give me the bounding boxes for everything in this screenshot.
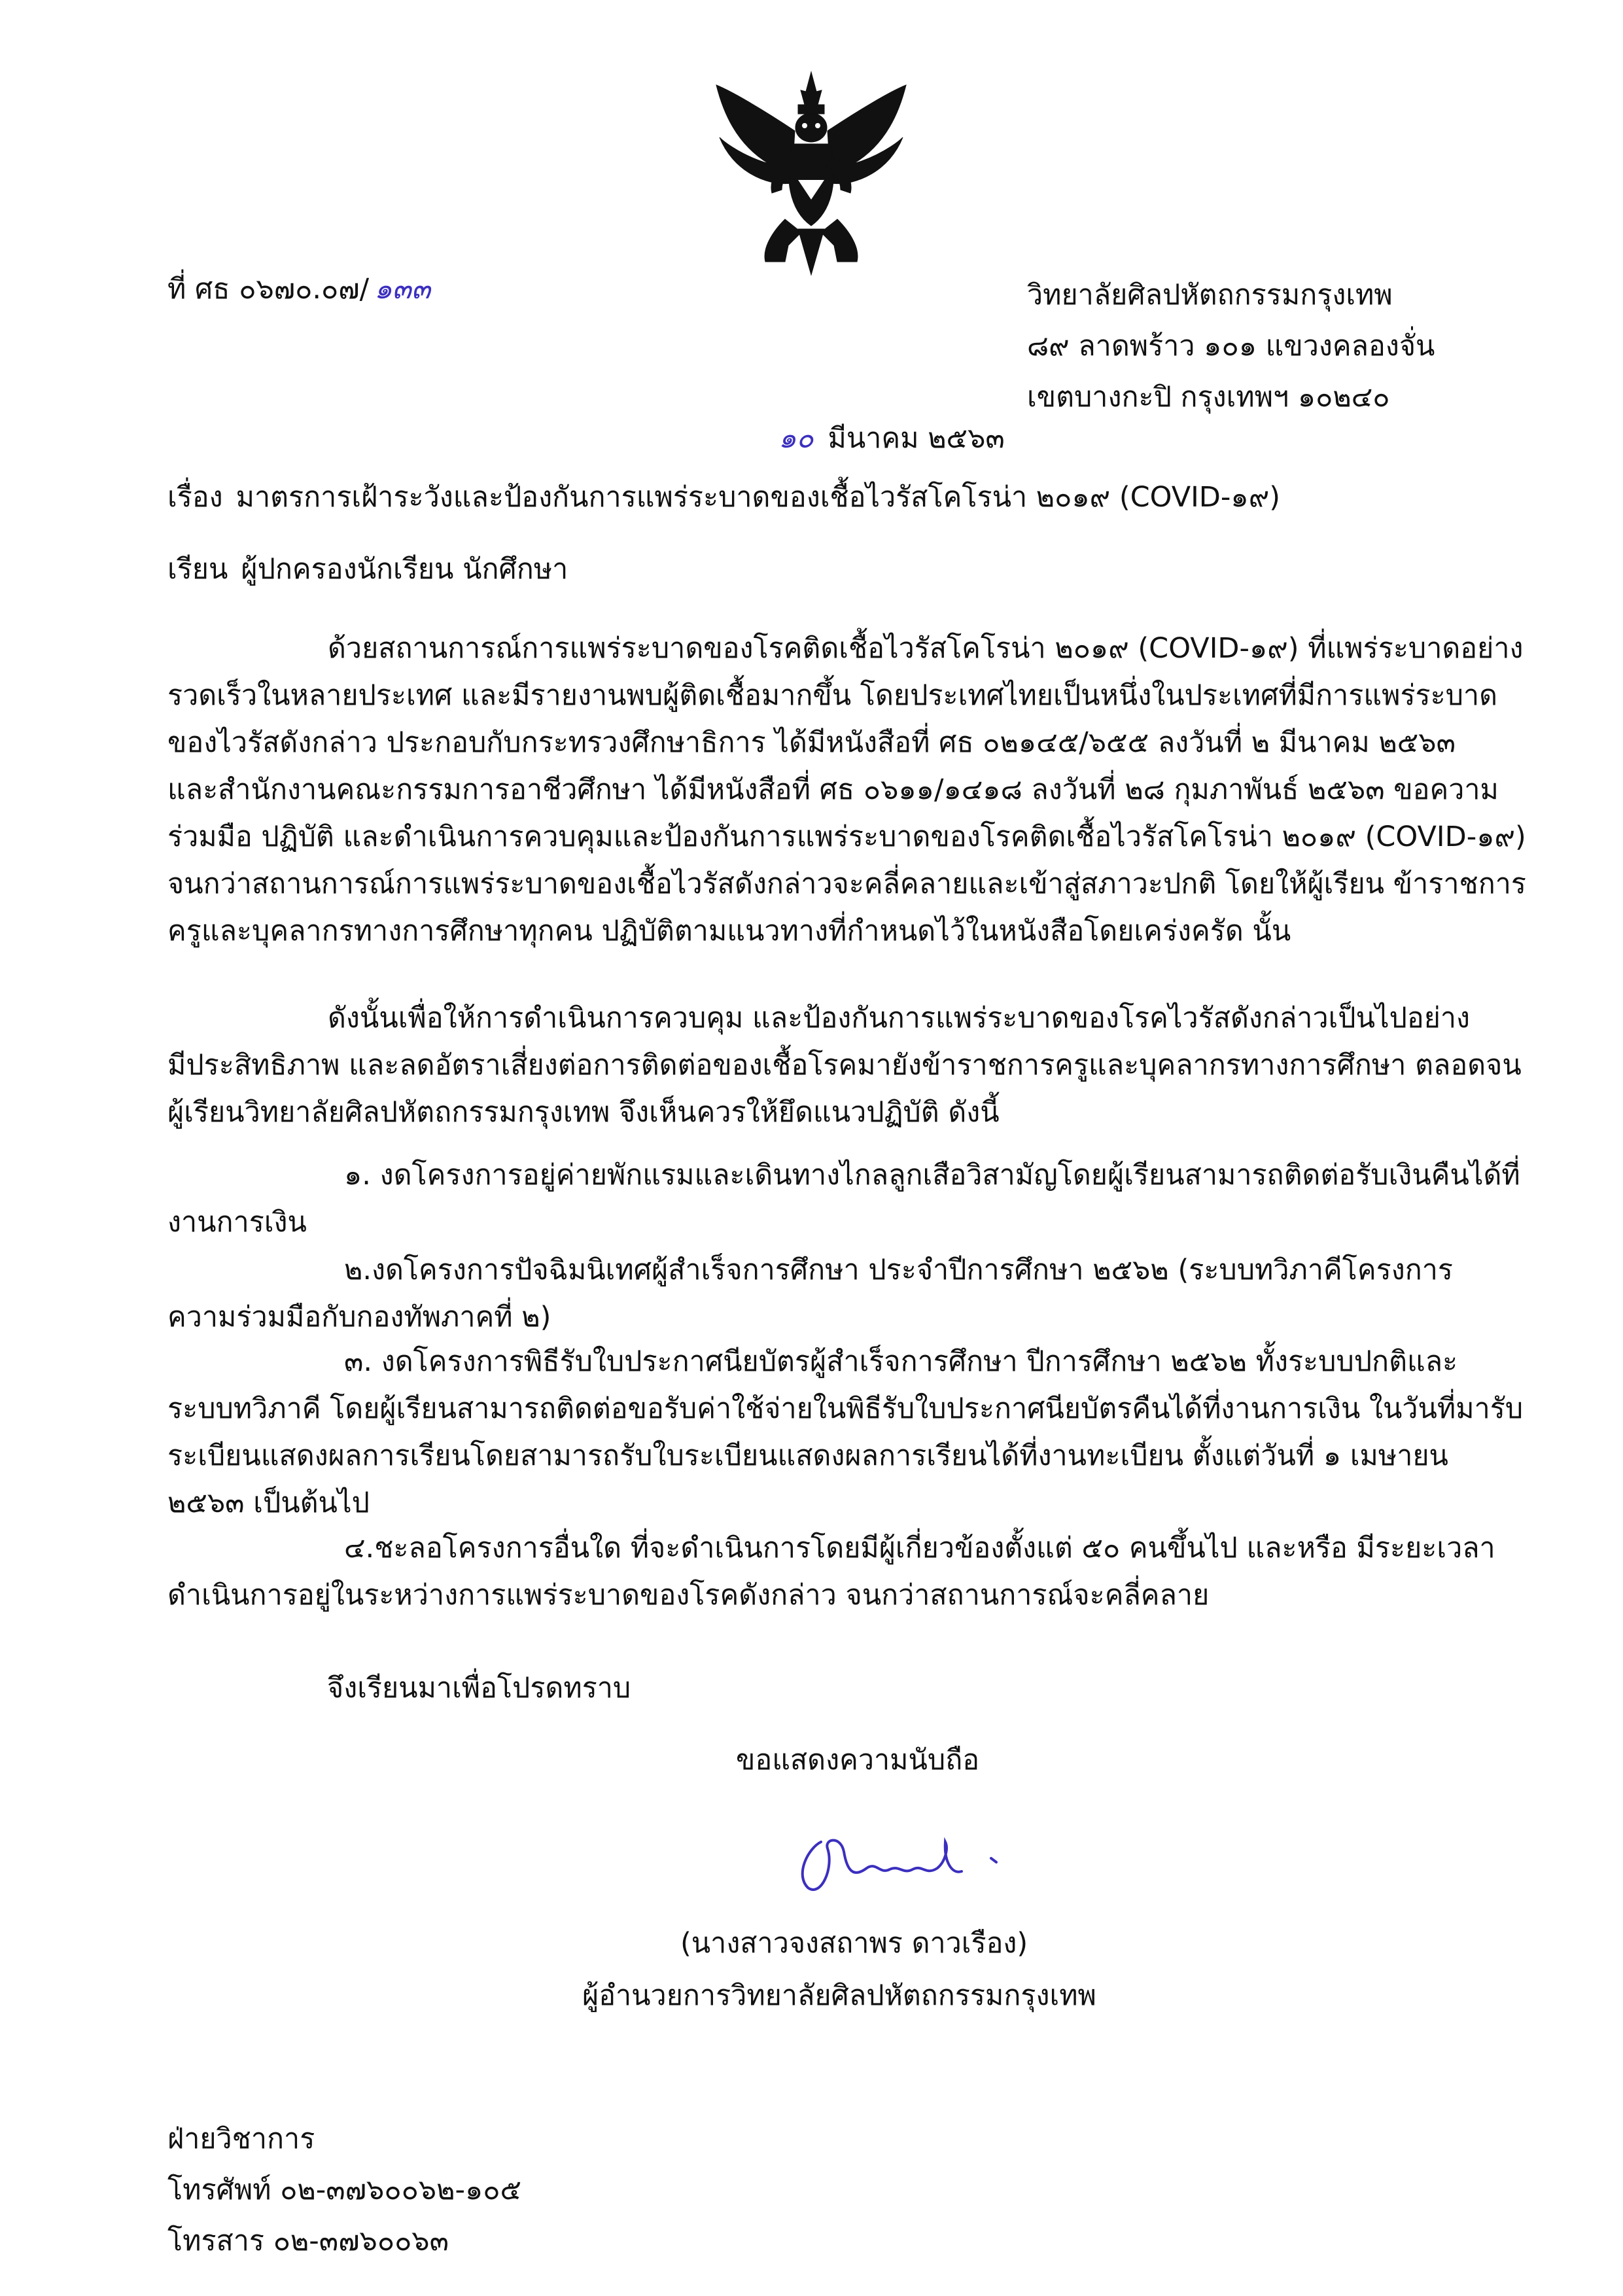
fax-number: โทรสาร ๐๒-๓๗๖๐๐๖๓ xyxy=(167,2225,449,2257)
item-line: ระบบทวิภาคี โดยผู้เรียนสามารถติดต่อขอรับค่าใช้จ่ายในพิธีรับใบประกาศนียบัตรคืนได้ที่งานการเงิน ในวันที่มารับ xyxy=(167,1392,1524,1425)
signer-position: ผู้อำนวยการวิทยาลัยศิลปหัตถกรรมกรุงเทพ xyxy=(582,1979,1096,2012)
subject-line xyxy=(167,478,1280,517)
inform-line: จึงเรียนมาเพื่อโปรดทราบ xyxy=(327,1672,631,1704)
recipient-line xyxy=(167,550,568,589)
paragraph-line: ของไวรัสดังกล่าว ประกอบกับกระทรวงศึกษาธิการ ได้มีหนังสือที่ ศธ ๐๒๑๔๕/๖๕๕ ลงวันที่ ๒ มีนาคม ๒๕๖๓ xyxy=(167,726,1456,759)
contact-block xyxy=(167,2113,521,2267)
department-name: ฝ่ายวิชาการ xyxy=(167,2123,315,2155)
reference-label: ที่ ศธ ๐๖๗๐.๐๗/ xyxy=(167,273,370,306)
garuda-emblem-icon xyxy=(707,65,916,281)
item-line: ระเบียนแสดงผลการเรียนโดยสามารถรับใบระเบียนแสดงผลการเรียนได้ที่งานทะเบียน ตั้งแต่วันที่ ๑ เมษายน xyxy=(167,1439,1448,1472)
paragraph-line: จนกว่าสถานการณ์การแพร่ระบาดของเชื้อไวรัสดังกล่าวจะคลี่คลายและเข้าสู่สภาวะปกติ โดยให้ผู้เรียน ข้าราชการ xyxy=(167,868,1526,900)
paragraph-line: ผู้เรียนวิทยาลัยศิลปหัตถกรรมกรุงเทพ จึงเห็นควรให้ยึดแนวปฏิบัติ ดังนี้ xyxy=(167,1096,1000,1129)
closing-salutation: ขอแสดงความนับถือ xyxy=(736,1744,980,1776)
date-day-handwritten: ๑๐ xyxy=(778,422,814,455)
recipient-text: ผู้ปกครองนักเรียน นักศึกษา xyxy=(241,553,568,586)
item-line: ดำเนินการอยู่ในระหว่างการแพร่ระบาดของโรคดังกล่าว จนกว่าสถานการณ์จะคลี่คลาย xyxy=(167,1579,1210,1612)
measure-item-2 xyxy=(167,1246,1459,1341)
subject-label: เรื่อง xyxy=(167,481,223,514)
measure-item-3 xyxy=(167,1338,1524,1527)
measure-item-1 xyxy=(167,1152,1520,1246)
reference-handwritten-number: ๑๓๓ xyxy=(374,273,431,306)
paragraph-line: ด้วยสถานการณ์การแพร่ระบาดของโรคติดเชื้อไวรัสโคโรน่า ๒๐๑๙ (COVID-๑๙) ที่แพร่ระบาดอย่าง xyxy=(328,632,1524,665)
item-line: ๓. งดโครงการพิธีรับใบประกาศนียบัตรผู้สำเร็จการศึกษา ปีการศึกษา ๒๕๖๒ ทั้งระบบปกติและ xyxy=(344,1345,1458,1378)
recipient-label: เรียน xyxy=(167,553,228,586)
item-line: ๒.งดโครงการปัจฉิมนิเทศผู้สำเร็จการศึกษา ประจำปีการศึกษา ๒๕๖๒ (ระบบทวิภาคีโครงการ xyxy=(344,1254,1453,1286)
date-month-year: มีนาคม ๒๕๖๓ xyxy=(828,422,1005,455)
paragraph-line: รวดเร็วในหลายประเทศ และมีรายงานพบผู้ติดเชื้อมากขึ้น โดยประเทศไทยเป็นหนึ่งในประเทศที่มีการแพร่ระบาด xyxy=(167,679,1498,712)
paragraph-line: ครูและบุคลากรทางการศึกษาทุกคน ปฏิบัติตามแนวทางที่กำหนดไว้ในหนังสือโดยเคร่งครัด นั้น xyxy=(167,915,1291,947)
handwritten-signature xyxy=(782,1822,1017,1901)
paragraph-line: มีประสิทธิภาพ และลดอัตราเสี่ยงต่อการติดต่อของเชื้อโรคมายังข้าราชการครูและบุคลากรทางการศึกษา ตลอดจน xyxy=(167,1049,1522,1082)
measure-item-4 xyxy=(167,1525,1495,1619)
paragraph-line: ร่วมมือ ปฏิบัติ และดำเนินการควบคุมและป้องกันการแพร่ระบาดของโรคติดเชื้อไวรัสโคโรน่า ๒๐๑๙ (COVID-๑๙) xyxy=(167,821,1526,853)
signer-name: (นางสาวจงสถาพร ดาวเรือง) xyxy=(680,1927,1028,1960)
sender-address xyxy=(1027,270,1435,423)
reference-number xyxy=(167,270,430,309)
phone-number: โทรศัพท์ ๐๒-๓๗๖๐๐๖๒-๑๐๕ xyxy=(167,2174,522,2206)
item-line: ๔.ชะลอโครงการอื่นใด ที่จะดำเนินการโดยมีผู้เกี่ยวข้องตั้งแต่ ๕๐ คนขึ้นไป และหรือ มีระยะเวลา xyxy=(344,1532,1495,1564)
item-line: งานการเงิน xyxy=(167,1206,307,1239)
org-name: วิทยาลัยศิลปหัตถกรรมกรุงเทพ xyxy=(1027,279,1393,311)
letter-date xyxy=(778,419,1005,458)
address-line-2: เขตบางกะปิ กรุงเทพฯ ๑๐๒๔๐ xyxy=(1027,381,1390,414)
body-paragraph-2 xyxy=(167,995,1522,1136)
paragraph-line: ดังนั้นเพื่อให้การดำเนินการควบคุม และป้องกันการแพร่ระบาดของโรคไวรัสดังกล่าวเป็นไปอย่าง xyxy=(328,1002,1471,1034)
address-line-1: ๘๙ ลาดพร้าว ๑๐๑ แขวงคลองจั่น xyxy=(1027,330,1435,362)
item-line: ความร่วมมือกับกองทัพภาคที่ ๒) xyxy=(167,1301,551,1333)
paragraph-line: และสำนักงานคณะกรรมการอาชีวศึกษา ได้มีหนังสือที่ ศธ ๐๖๑๑/๑๔๑๘ ลงวันที่ ๒๘ กุมภาพันธ์ ๒๕๖๓ ขอความ xyxy=(167,773,1499,806)
subject-text: มาตรการเฝ้าระวังและป้องกันการแพร่ระบาดของเชื้อไวรัสโคโรน่า ๒๐๑๙ (COVID-๑๙) xyxy=(236,481,1280,514)
item-line: ๒๕๖๓ เป็นต้นไป xyxy=(167,1487,370,1519)
item-line: ๑. งดโครงการอยู่ค่ายพักแรมและเดินทางไกลลูกเสือวิสามัญโดยผู้เรียนสามารถติดต่อรับเงินคืนได้ที่ xyxy=(344,1159,1520,1192)
body-paragraph-1 xyxy=(167,625,1526,955)
